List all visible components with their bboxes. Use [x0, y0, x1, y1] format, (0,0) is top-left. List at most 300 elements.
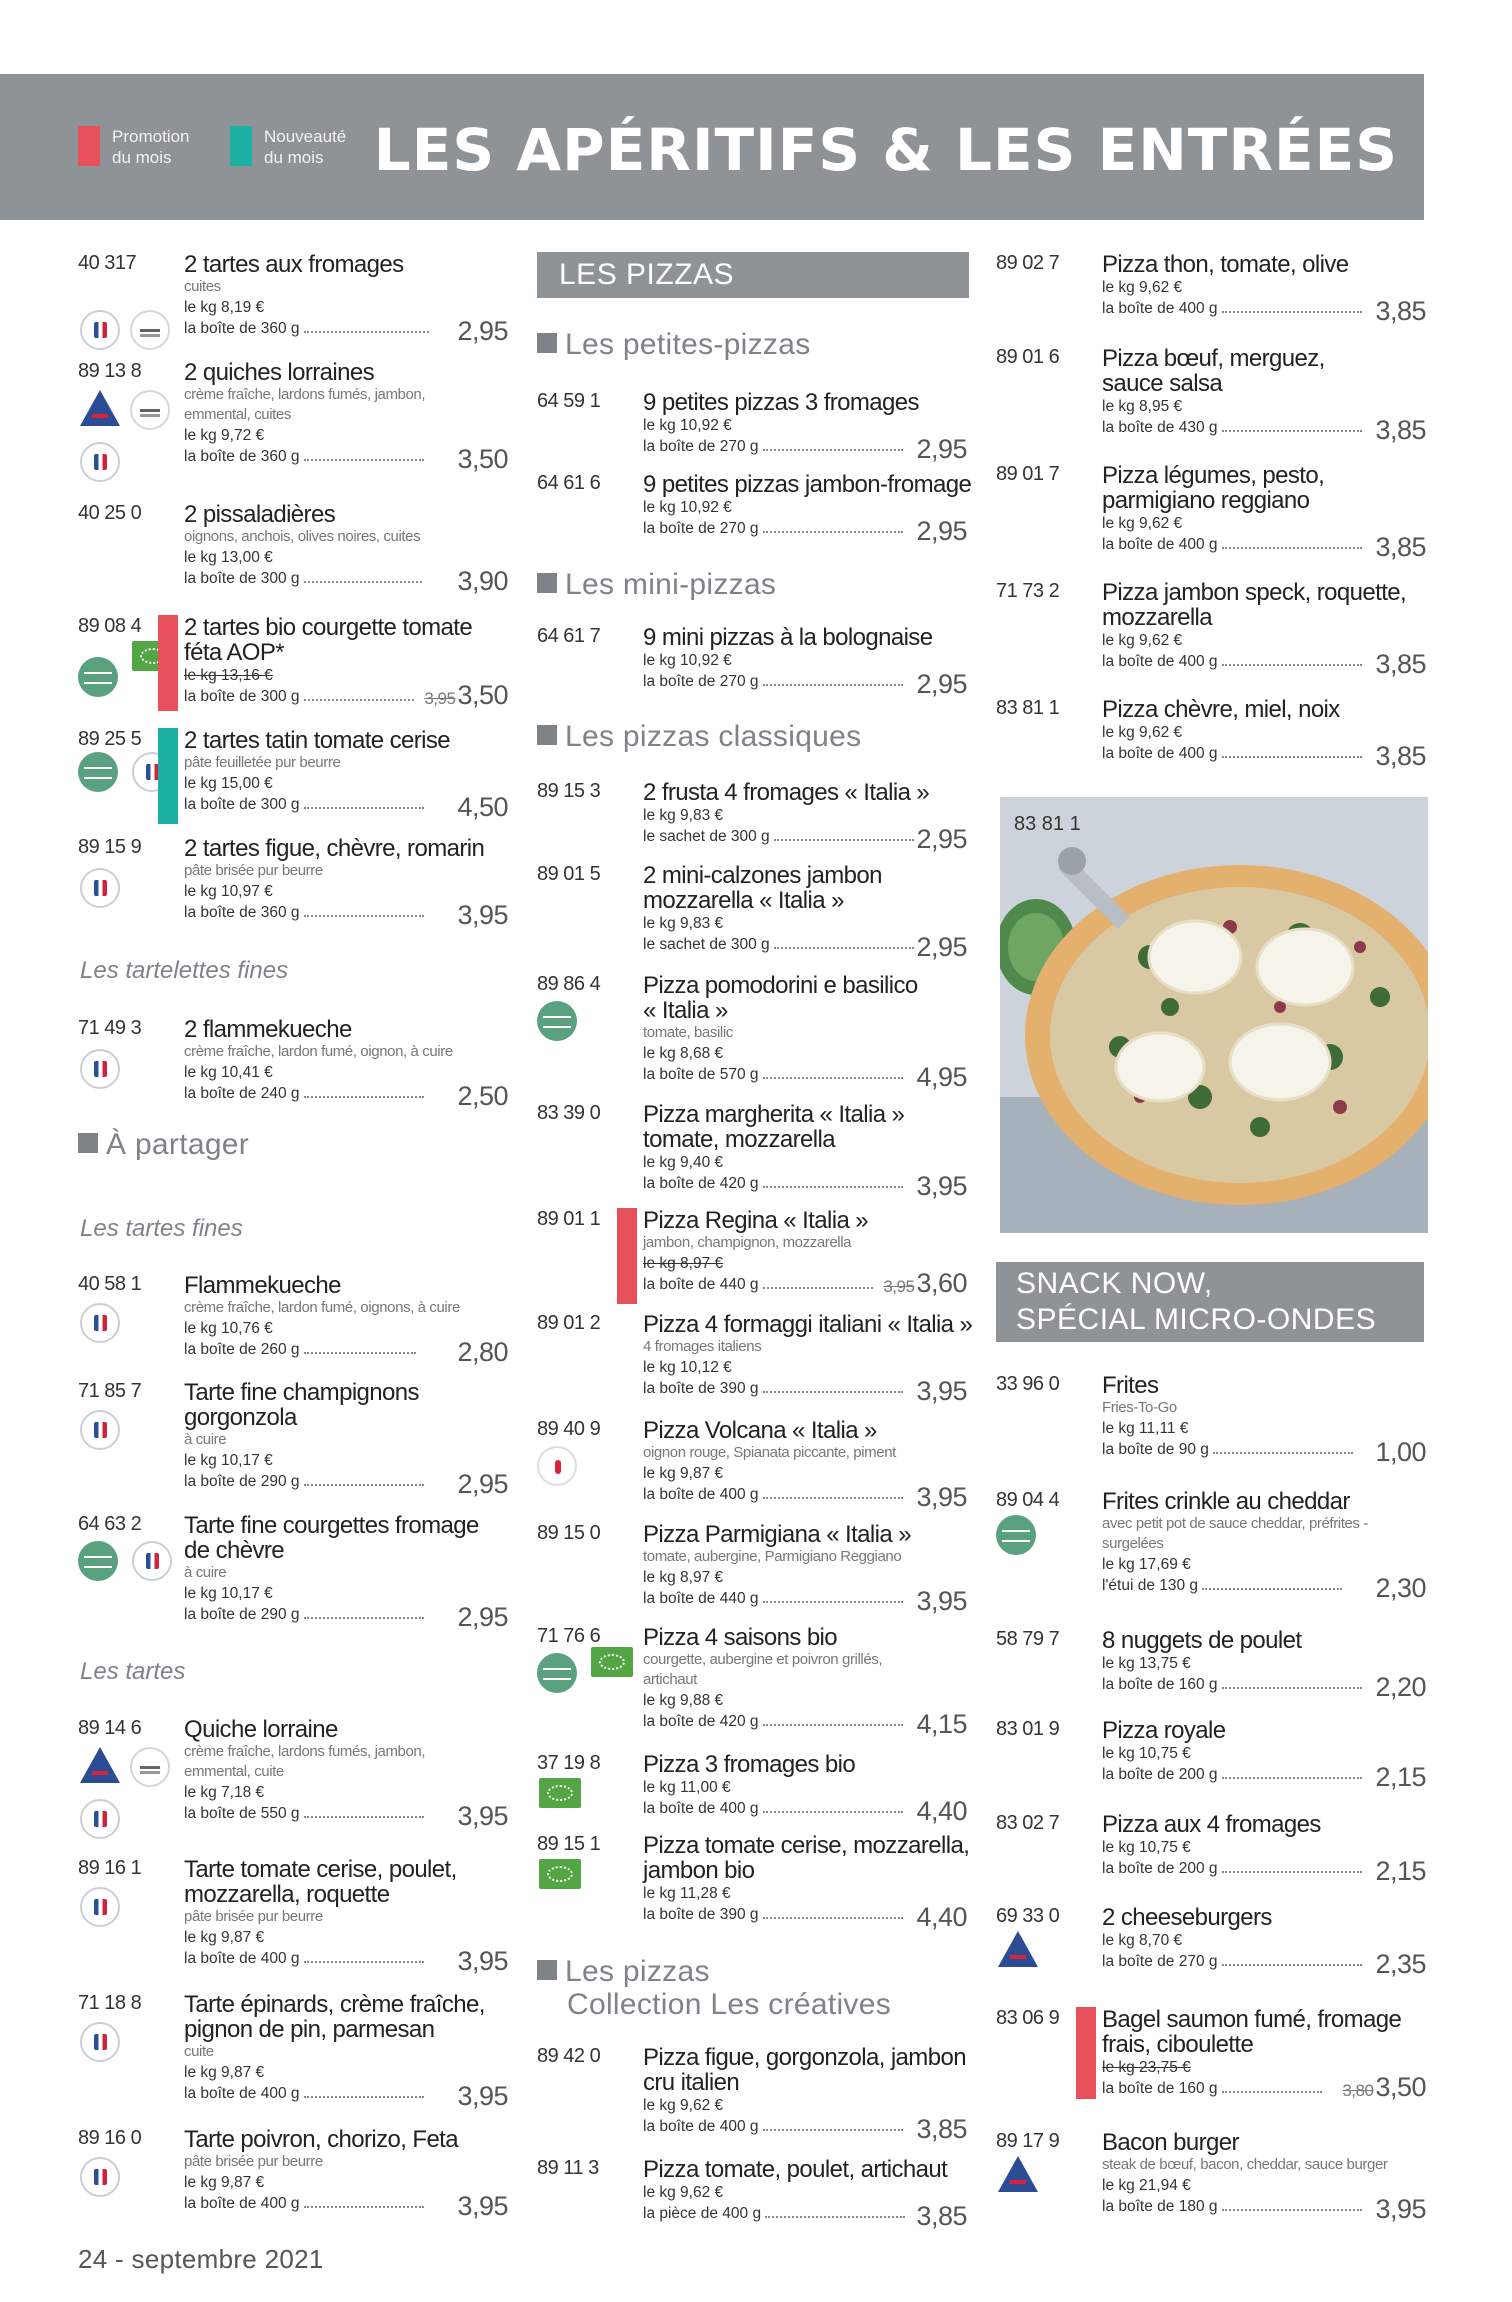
- product-body: [643, 1417, 967, 1512]
- product-name: Pizza margherita « Italia »: [643, 1101, 905, 1128]
- price-per-kg: le kg 9,83 €: [643, 915, 724, 932]
- price-per-kg: le kg 8,70 €: [1102, 1932, 1183, 1949]
- price-value: 3,95: [916, 1171, 967, 1201]
- fabrique-en-france-icon: [80, 1049, 120, 1089]
- price-value: 3,95: [1375, 2194, 1426, 2224]
- oeufs-plein-air-icon: [130, 390, 170, 430]
- price-value: 2,80: [457, 1337, 508, 1367]
- leader-dots: [763, 684, 903, 686]
- product-price: [916, 434, 967, 464]
- fabrique-en-france-icon: [80, 310, 120, 350]
- price-per-kg: le kg 8,68 €: [643, 1045, 724, 1062]
- price-per-kg: le kg 11,28 €: [643, 1885, 731, 1902]
- product-body: [1102, 1488, 1426, 1603]
- leader-dots: [765, 2216, 905, 2218]
- package-size: la boîte de 290 g: [184, 1606, 300, 1623]
- fabrique-en-france-icon: [80, 2022, 120, 2062]
- price-value: 3,95: [457, 1946, 508, 1976]
- package-line: [643, 1268, 967, 1298]
- package-line: [643, 1902, 967, 1932]
- price-value: 4,40: [916, 1902, 967, 1932]
- fabrique-en-france-icon: [80, 1799, 120, 1839]
- price-value: 3,85: [1375, 296, 1426, 326]
- package-size: la boîte de 400 g: [643, 1486, 759, 1503]
- product-body: [184, 2126, 508, 2221]
- price-value: 2,50: [457, 1081, 508, 1111]
- package-line: [1102, 1437, 1426, 1467]
- product-description: pâte brisée pur beurre: [184, 2153, 323, 2170]
- leader-dots: [1213, 1452, 1353, 1454]
- leader-dots: [1222, 664, 1362, 666]
- fabrique-en-france-icon: [80, 868, 120, 908]
- price-value: 3,95: [457, 900, 508, 930]
- price-value: 3,85: [1375, 741, 1426, 771]
- product-name: de chèvre: [184, 1537, 284, 1564]
- product-name: 2 flammekueche: [184, 1016, 352, 1043]
- product-body: [1102, 1627, 1426, 1702]
- price-value: 3,95: [457, 2081, 508, 2111]
- product-price: [457, 316, 508, 346]
- product-body: [184, 835, 508, 930]
- product-body: [643, 1208, 967, 1296]
- product-code: 89 17 9: [996, 2130, 1060, 2152]
- package-line: [1102, 415, 1426, 445]
- package-size: la boîte de 290 g: [184, 1473, 300, 1490]
- leader-dots: [1222, 1871, 1362, 1873]
- product-body: [643, 1624, 967, 1739]
- product-code: 89 40 9: [537, 1418, 601, 1440]
- package-size: la boîte de 420 g: [643, 1713, 759, 1730]
- product-name: 9 mini pizzas à la bolognaise: [643, 624, 933, 651]
- product-description: pâte feuilletée pur beurre: [184, 754, 341, 771]
- product-price: [424, 680, 508, 710]
- price-per-kg: le kg 21,94 €: [1102, 2177, 1191, 2194]
- fabrique-en-france-icon: [80, 1410, 120, 1450]
- product-price: [1375, 415, 1426, 445]
- product-description: oignons, anchois, olives noires, cuites: [184, 528, 421, 545]
- price-value: 4,95: [916, 1062, 967, 1092]
- price-per-kg: le kg 13,75 €: [1102, 1655, 1191, 1672]
- product-price: [1342, 2072, 1426, 2102]
- product-name: 2 tartes tatin tomate cerise: [184, 727, 450, 754]
- subsection-tartes: Les tartes: [80, 1658, 186, 1685]
- section-square-icon: [537, 333, 557, 353]
- product-body: [184, 1856, 508, 1976]
- product-price: [916, 2114, 967, 2144]
- product-price: [1375, 532, 1426, 562]
- package-line: [1102, 1762, 1426, 1792]
- price-value: 3,85: [1375, 649, 1426, 679]
- price-value: 3,90: [457, 566, 508, 596]
- product-body: [643, 1832, 970, 1932]
- price-per-kg: le kg 10,92 €: [643, 652, 732, 669]
- section-petites-pizzas-text: Les petites-pizzas: [565, 328, 811, 361]
- product-code: 40 58 1: [78, 1273, 142, 1295]
- package-size: la boîte de 200 g: [1102, 1860, 1218, 1877]
- product-name: 2 tartes figue, chèvre, romarin: [184, 835, 485, 862]
- product-description: pâte brisée pur beurre: [184, 1908, 323, 1925]
- agriculture-bio-icon: [591, 1647, 633, 1677]
- product-name: « Italia »: [643, 997, 728, 1024]
- product-description: steak de bœuf, bacon, cheddar, sauce burger: [1102, 2156, 1388, 2173]
- leader-dots: [1222, 1777, 1362, 1779]
- product-name: 8 nuggets de poulet: [1102, 1627, 1302, 1654]
- product-code: 83 01 9: [996, 1718, 1060, 1740]
- product-price: [1375, 296, 1426, 326]
- product-body: [1102, 2129, 1426, 2224]
- product-description: cuite: [184, 2043, 214, 2060]
- product-name: Pizza figue, gorgonzola, jambon: [643, 2044, 966, 2071]
- product-name: cru italien: [643, 2069, 740, 2096]
- section-pizzas-creatives-text: Les pizzas: [565, 1955, 710, 1988]
- product-description: à cuire: [184, 1564, 227, 1581]
- piment-icon: [537, 1446, 577, 1486]
- product-body: [184, 1991, 508, 2111]
- price-value: 3,95: [457, 1801, 508, 1831]
- package-line: [643, 2201, 967, 2231]
- product-name: Tarte poivron, chorizo, Feta: [184, 2126, 459, 2153]
- package-size: la boîte de 440 g: [643, 1590, 759, 1607]
- section-pizzas-creatives: [537, 1955, 710, 1989]
- price-value: 3,85: [1375, 415, 1426, 445]
- package-line: [184, 1081, 508, 1111]
- price-per-kg: le kg 8,97 €: [643, 1569, 724, 1586]
- package-line: [643, 1482, 967, 1512]
- product-price: [916, 1586, 967, 1616]
- product-name: Pizza pomodorini e basilico: [643, 972, 918, 999]
- product-price: [916, 2201, 967, 2231]
- package-size: la boîte de 90 g: [1102, 1441, 1209, 1458]
- product-price: [457, 1801, 508, 1831]
- price-per-kg: le kg 8,19 €: [184, 299, 265, 316]
- product-body: [184, 251, 508, 346]
- product-description: cuites: [184, 278, 221, 295]
- product-code: 89 86 4: [537, 973, 601, 995]
- price-value: 2,20: [1375, 1672, 1426, 1702]
- price-value: 2,35: [1375, 1949, 1426, 1979]
- price-per-kg: le kg 10,97 €: [184, 883, 273, 900]
- product-code: 71 73 2: [996, 580, 1060, 602]
- package-line: [643, 824, 967, 854]
- fabrique-en-france-icon: [80, 1887, 120, 1927]
- price-per-kg: le kg 10,76 €: [184, 1320, 273, 1337]
- product-body: [643, 471, 972, 546]
- product-price: [916, 516, 967, 546]
- product-name: Pizza tomate, poulet, artichaut: [643, 2156, 948, 2183]
- product-code: 64 61 7: [537, 625, 601, 647]
- product-price: [1375, 649, 1426, 679]
- section-mini-pizzas-text: Les mini-pizzas: [565, 568, 777, 601]
- legend-nouveaute: [230, 126, 346, 168]
- product-body: [184, 359, 508, 474]
- price-per-kg: le kg 10,12 €: [643, 1359, 732, 1376]
- package-line: [184, 1946, 508, 1976]
- page-title: LES APÉRITIFS & LES ENTRÉES: [373, 116, 1398, 184]
- product-price: [883, 1268, 967, 1298]
- vegetarien-icon: [78, 752, 118, 792]
- leader-dots: [304, 807, 424, 809]
- leader-dots: [304, 331, 429, 333]
- price-per-kg: le kg 10,17 €: [184, 1452, 273, 1469]
- product-description: crème fraîche, lardons fumés, jambon,: [184, 1743, 426, 1760]
- old-price: 3,95: [883, 1277, 915, 1296]
- product-name: 2 mini-calzones jambon: [643, 862, 882, 889]
- product-name: Pizza jambon speck, roquette,: [1102, 579, 1407, 606]
- price-per-kg: le kg 10,92 €: [643, 417, 732, 434]
- product-body: [1102, 579, 1426, 679]
- product-name: Pizza 4 saisons bio: [643, 1624, 838, 1651]
- package-line: [643, 434, 967, 464]
- product-code: 33 96 0: [996, 1373, 1060, 1395]
- leader-dots: [304, 1352, 416, 1354]
- package-size: le sachet de 300 g: [643, 936, 770, 953]
- package-size: le sachet de 300 g: [643, 828, 770, 845]
- price-per-kg: le kg 10,92 €: [643, 499, 732, 516]
- fabrique-en-france-icon: [80, 1303, 120, 1343]
- price-value: 3,50: [457, 680, 508, 710]
- viande-francaise-icon: [78, 1747, 122, 1787]
- leader-dots: [304, 1816, 424, 1818]
- product-price: [1375, 1672, 1426, 1702]
- package-line: [643, 1062, 967, 1092]
- price-per-kg-text: le kg 23,75 €: [1102, 2059, 1191, 2076]
- product-description: artichaut: [643, 1671, 697, 1688]
- leader-dots: [763, 1917, 903, 1919]
- product-price: [916, 669, 967, 699]
- product-price: [1375, 1856, 1426, 1886]
- product-name: Pizza tomate cerise, mozzarella,: [643, 1832, 970, 1859]
- leader-dots: [1222, 756, 1362, 758]
- product-name: sauce salsa: [1102, 370, 1223, 397]
- product-name: Quiche lorraine: [184, 1716, 338, 1743]
- package-size: la boîte de 180 g: [1102, 2198, 1218, 2215]
- product-price: [916, 1796, 967, 1826]
- product-price: [457, 792, 508, 822]
- vegetarien-icon: [78, 1541, 118, 1581]
- product-body: [184, 1379, 508, 1499]
- product-name: Pizza bœuf, merguez,: [1102, 345, 1325, 372]
- price-value: 3,85: [916, 2201, 967, 2231]
- product-code: 64 61 6: [537, 472, 601, 494]
- product-price: [916, 1902, 967, 1932]
- promotion-marker: [1076, 2007, 1096, 2099]
- product-body: [1102, 1372, 1426, 1467]
- fabrique-en-france-icon: [80, 442, 120, 482]
- product-price: [1375, 1573, 1426, 1603]
- price-value: 3,50: [457, 444, 508, 474]
- package-size: la boîte de 160 g: [1102, 2080, 1218, 2097]
- price-per-kg: le kg 9,87 €: [184, 2064, 265, 2081]
- price-value: 3,95: [916, 1482, 967, 1512]
- leader-dots: [1222, 2209, 1362, 2211]
- price-per-kg: le kg 9,62 €: [643, 2184, 724, 2201]
- product-code: 71 18 8: [78, 1992, 142, 2014]
- package-line: [1102, 2194, 1426, 2224]
- product-name: 2 tartes bio courgette tomate: [184, 614, 473, 641]
- price-per-kg-text: le kg 8,97 €: [643, 1255, 724, 1272]
- product-body: [643, 624, 967, 699]
- package-line: [184, 1801, 508, 1831]
- leader-dots: [304, 1096, 424, 1098]
- package-size: la boîte de 400 g: [643, 2118, 759, 2135]
- leader-dots: [763, 1391, 903, 1393]
- package-line: [184, 792, 508, 822]
- vegetarien-icon: [996, 1515, 1036, 1555]
- package-line: [184, 900, 508, 930]
- price-value: 2,95: [916, 932, 967, 962]
- product-code: 89 02 7: [996, 252, 1060, 274]
- product-body: [643, 1101, 967, 1201]
- product-code: 64 59 1: [537, 390, 601, 412]
- price-per-kg: le kg 9,87 €: [643, 1465, 724, 1482]
- product-price: [457, 2191, 508, 2221]
- price-value: 2,95: [457, 316, 508, 346]
- product-description: crème fraîche, lardons fumés, jambon,: [184, 386, 426, 403]
- price-per-kg: le kg 17,69 €: [1102, 1556, 1191, 1573]
- price-value: 2,95: [916, 669, 967, 699]
- price-value: 2,95: [457, 1469, 508, 1499]
- product-name: Pizza Regina « Italia »: [643, 1207, 869, 1234]
- package-line: [643, 669, 967, 699]
- leader-dots: [304, 915, 424, 917]
- product-name: 2 tartes aux fromages: [184, 251, 404, 278]
- price-value: 3,95: [916, 1586, 967, 1616]
- price-per-kg: le kg 9,87 €: [184, 2174, 265, 2191]
- product-name: Tarte épinards, crème fraîche,: [184, 1991, 485, 2018]
- package-size: la boîte de 270 g: [643, 673, 759, 690]
- price-value: 3,85: [1375, 532, 1426, 562]
- product-name: 2 cheeseburgers: [1102, 1904, 1272, 1931]
- package-size: la boîte de 300 g: [184, 688, 300, 705]
- fabrique-en-france-icon: [132, 1541, 172, 1581]
- product-code: 89 01 5: [537, 863, 601, 885]
- product-code: 89 15 9: [78, 836, 142, 858]
- product-price: [457, 1081, 508, 1111]
- product-price: [457, 1337, 508, 1367]
- product-price: [457, 566, 508, 596]
- product-body: [1102, 1717, 1426, 1792]
- nouveaute-marker: [158, 728, 178, 824]
- product-body: [1102, 2007, 1426, 2100]
- product-price: [457, 1469, 508, 1499]
- leader-dots: [304, 1617, 424, 1619]
- product-name: gorgonzola: [184, 1404, 297, 1431]
- package-size: la boîte de 400 g: [1102, 300, 1218, 317]
- package-size: la boîte de 260 g: [184, 1341, 300, 1358]
- package-size: la boîte de 400 g: [184, 2085, 300, 2102]
- price-value: 2,15: [1375, 1762, 1426, 1792]
- product-body: [643, 972, 967, 1092]
- price-value: 2,95: [916, 824, 967, 854]
- product-name: 9 petites pizzas jambon-fromage: [643, 471, 972, 498]
- section-pizzas-creatives-line2: [567, 1988, 891, 2022]
- viande-francaise-icon: [78, 390, 122, 430]
- oeufs-plein-air-icon: [130, 310, 170, 350]
- leader-dots: [1222, 311, 1362, 313]
- package-line: [1102, 2072, 1426, 2102]
- product-body: [643, 1311, 973, 1406]
- leader-dots: [1222, 2091, 1322, 2093]
- leader-dots: [1222, 547, 1362, 549]
- package-line: [1102, 741, 1426, 771]
- product-body: [1102, 251, 1426, 326]
- product-price: [1375, 1437, 1426, 1467]
- product-name: Pizza thon, tomate, olive: [1102, 251, 1349, 278]
- product-code: 58 79 7: [996, 1628, 1060, 1650]
- product-name: Tarte fine champignons: [184, 1379, 419, 1406]
- product-name: Pizza 3 fromages bio: [643, 1751, 856, 1778]
- package-line: [184, 566, 508, 596]
- leader-dots: [774, 947, 914, 949]
- vegetarien-icon: [537, 1001, 577, 1041]
- price-value: 3,50: [1375, 2072, 1426, 2102]
- section-mini-pizzas: [537, 568, 776, 602]
- product-price: [1375, 1762, 1426, 1792]
- product-price: [916, 1376, 967, 1406]
- leader-dots: [763, 1077, 903, 1079]
- price-value: 2,30: [1375, 1573, 1426, 1603]
- product-body: [643, 389, 967, 464]
- package-size: la boîte de 400 g: [643, 1800, 759, 1817]
- product-name: Frites crinkle au cheddar: [1102, 1488, 1350, 1515]
- section-square-icon: [537, 1960, 557, 1980]
- price-value: 2,15: [1375, 1856, 1426, 1886]
- leader-dots: [1202, 1588, 1342, 1590]
- package-line: [184, 316, 508, 346]
- price-per-kg: le kg 9,87 €: [184, 1929, 265, 1946]
- package-size: la boîte de 390 g: [643, 1380, 759, 1397]
- header-banner: [0, 74, 1424, 220]
- price-value: 3,85: [916, 2114, 967, 2144]
- old-price: 3,95: [424, 689, 456, 708]
- product-body: [643, 2156, 967, 2231]
- agriculture-bio-icon: [539, 1778, 581, 1808]
- package-line: [643, 2114, 967, 2144]
- nouveaute-swatch: [230, 126, 252, 166]
- promotion-marker: [617, 1208, 637, 1304]
- price-per-kg: le kg 8,95 €: [1102, 398, 1183, 415]
- section-pizzas-classiques-text: Les pizzas classiques: [565, 720, 862, 753]
- product-code: 89 14 6: [78, 1717, 142, 1739]
- product-body: [1102, 1811, 1426, 1886]
- section-a-partager-text: À partager: [106, 1128, 250, 1161]
- product-description: pâte brisée pur beurre: [184, 862, 323, 879]
- price-per-kg: le kg 11,11 €: [1102, 1420, 1189, 1437]
- package-line: [1102, 1856, 1426, 1886]
- price-per-kg: le kg 9,62 €: [1102, 632, 1183, 649]
- package-line: [184, 444, 508, 474]
- product-name: Flammekueche: [184, 1272, 341, 1299]
- price-value: 2,95: [916, 434, 967, 464]
- leader-dots: [304, 1961, 424, 1963]
- package-size: la boîte de 550 g: [184, 1805, 300, 1822]
- product-body: [184, 1016, 508, 1111]
- legend-nouveaute-line2: du mois: [264, 148, 324, 167]
- section-snack-now: [996, 1262, 1424, 1342]
- product-name: Bacon burger: [1102, 2129, 1239, 2156]
- price-per-kg: le kg 7,18 €: [184, 1784, 265, 1801]
- price-per-kg: le kg 10,17 €: [184, 1585, 273, 1602]
- product-description: avec petit pot de sauce cheddar, préfrites -: [1102, 1515, 1368, 1532]
- package-size: la boîte de 200 g: [1102, 1766, 1218, 1783]
- product-code: 40 25 0: [78, 502, 142, 524]
- package-size: la boîte de 400 g: [1102, 745, 1218, 762]
- product-price: [457, 444, 508, 474]
- price-value: 2,95: [457, 1602, 508, 1632]
- price-per-kg: le kg 9,62 €: [1102, 515, 1183, 532]
- price-value: 1,00: [1375, 1437, 1426, 1467]
- product-price: [916, 1709, 967, 1739]
